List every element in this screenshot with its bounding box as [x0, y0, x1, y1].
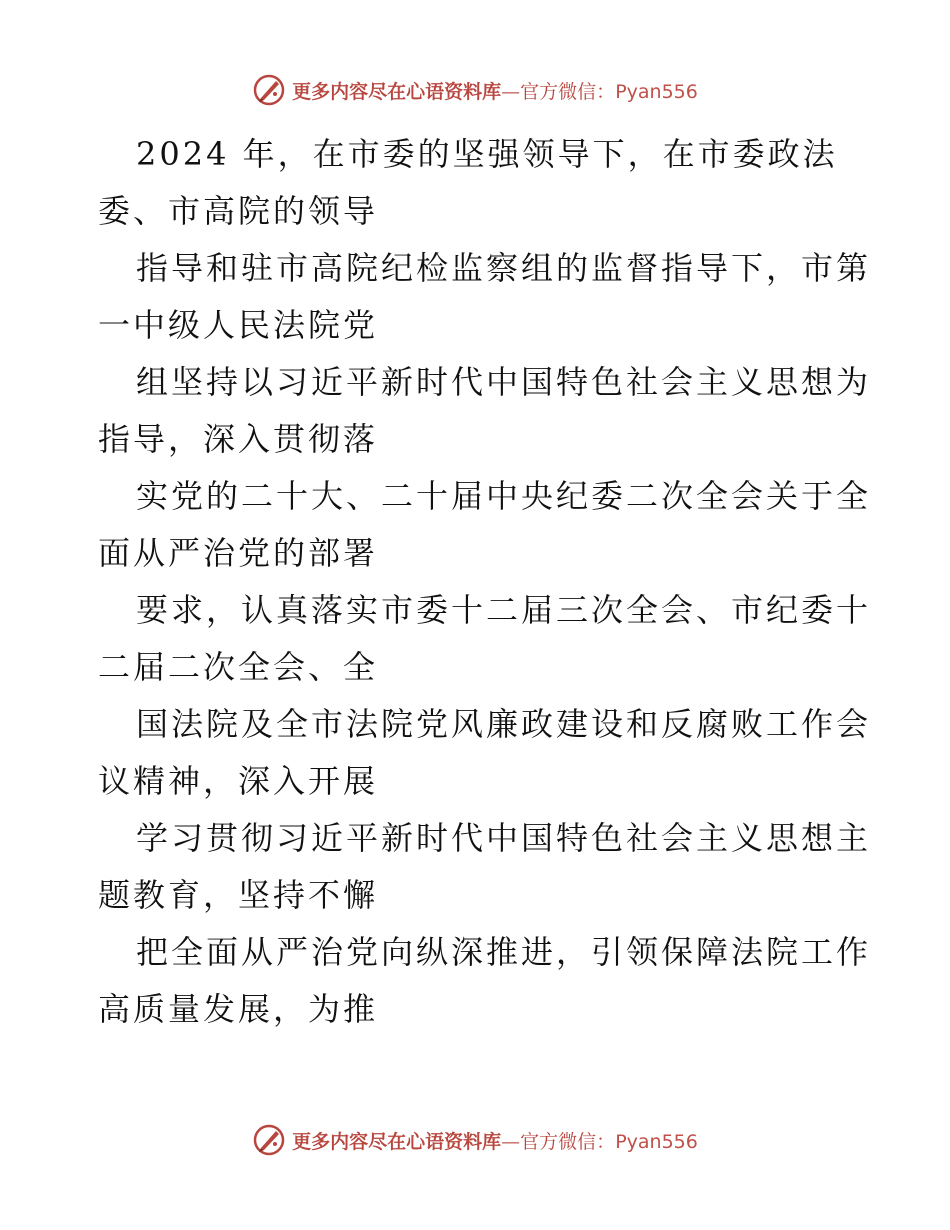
banner-separator: — [501, 1130, 521, 1153]
text-line-11: 国法院及全市法院党风廉政建设和反腐败工作会 [136, 705, 872, 743]
text-line-14: 题教育，坚持不懈 [98, 876, 379, 914]
text-line-9: 要求，认真落实市委十二届三次全会、市纪委十 [136, 591, 872, 629]
text-line-3: 指导和驻市高院纪检监察组的监督指导下，市第 [136, 249, 872, 287]
text-line-8: 面从严治党的部署 [98, 534, 379, 572]
text-line-2: 委、市高院的领导 [98, 192, 379, 230]
banner-site-text: 更多内容尽在心语资料库 [292, 1130, 502, 1153]
text-line-1: 2024 年，在市委的坚强领导下，在市委政法 [136, 135, 838, 173]
document-body [98, 126, 872, 1038]
text-line-16: 高质量发展，为推 [98, 990, 379, 1028]
text-line-10: 二届二次全会、全 [98, 648, 379, 686]
banner-wechat-label: 官方微信： [520, 80, 616, 103]
banner-text [292, 77, 698, 104]
text-line-12: 议精神，深入开展 [98, 762, 379, 800]
banner-text [292, 1127, 698, 1154]
header-banner [0, 70, 950, 110]
text-line-13: 学习贯彻习近平新时代中国特色社会主义思想主 [136, 819, 872, 857]
text-line-5: 组坚持以习近平新时代中国特色社会主义思想为 [136, 363, 872, 401]
text-line-4: 一中级人民法院党 [98, 306, 379, 344]
banner-separator: — [501, 80, 521, 103]
footer-banner [0, 1120, 950, 1160]
banner-wechat-id: Pyan556 [615, 1130, 698, 1153]
text-line-15: 把全面从严治党向纵深推进，引领保障法院工作 [136, 933, 872, 971]
banner-site-text: 更多内容尽在心语资料库 [292, 80, 502, 103]
quill-pen-logo-icon [252, 73, 286, 107]
banner-wechat-id: Pyan556 [615, 80, 698, 103]
text-line-7: 实党的二十大、二十届中央纪委二次全会关于全 [136, 477, 872, 515]
quill-pen-logo-icon [252, 1123, 286, 1157]
banner-wechat-label: 官方微信： [520, 1130, 616, 1153]
text-line-6: 指导，深入贯彻落 [98, 420, 379, 458]
